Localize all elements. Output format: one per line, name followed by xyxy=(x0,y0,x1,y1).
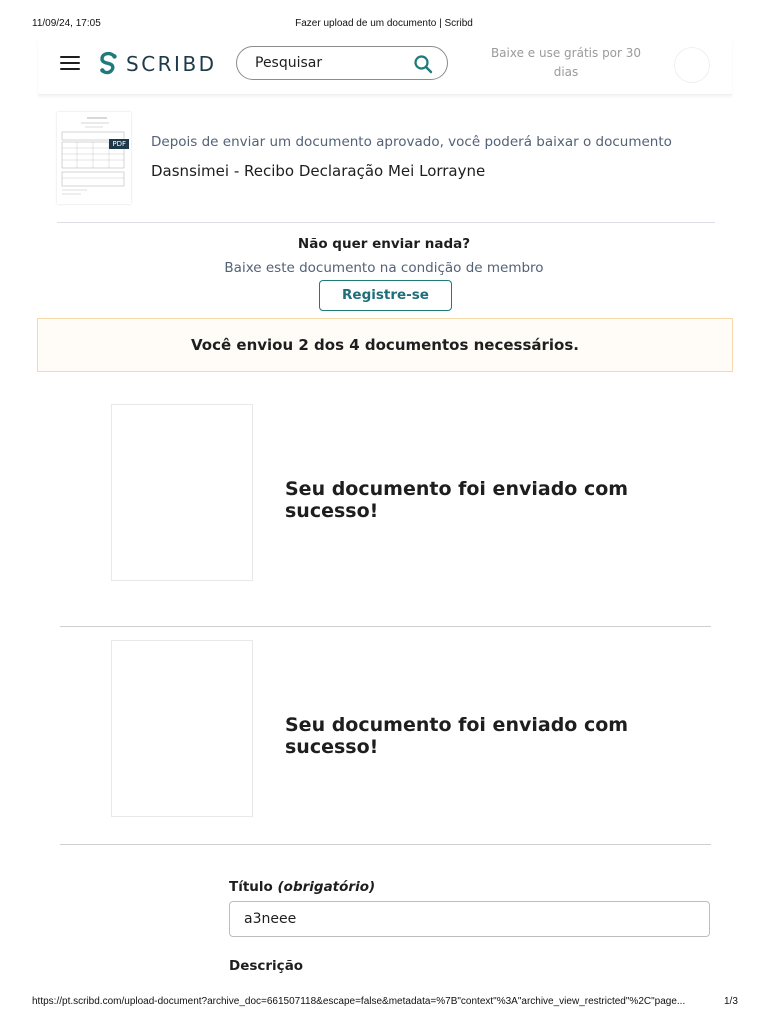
upload-progress-notice: Você enviou 2 dos 4 documentos necessários. xyxy=(37,318,733,372)
logo-text: SCRIBD xyxy=(126,52,217,76)
search-input[interactable] xyxy=(253,54,407,72)
member-download-subtitle: Baixe este documento na condição de membro xyxy=(224,260,544,276)
document-thumbnail xyxy=(57,112,131,204)
hamburger-menu-icon[interactable] xyxy=(60,56,80,72)
required-indicator: (obrigatório) xyxy=(277,879,376,895)
title-label-text: Título xyxy=(229,879,273,895)
uploaded-document-thumbnail xyxy=(111,404,253,581)
document-title: Dasnsimei - Recibo Declaração Mei Lorrayne xyxy=(151,162,486,180)
scribd-logo[interactable] xyxy=(98,50,217,78)
print-page-number: 1/3 xyxy=(724,996,738,1007)
uploaded-document-thumbnail xyxy=(111,640,253,817)
uploaded-document-item xyxy=(60,626,711,845)
print-datetime: 11/09/24, 17:05 xyxy=(32,18,101,29)
register-now-button[interactable]: Registre-se xyxy=(319,280,452,311)
title-input[interactable] xyxy=(229,901,710,937)
user-avatar[interactable] xyxy=(674,47,710,83)
scribd-logo-icon xyxy=(98,51,120,77)
upload-success-message: Seu documento foi enviado com sucesso! xyxy=(285,714,629,758)
uploaded-document-item xyxy=(60,390,711,627)
no-upload-question: Não quer enviar nada? xyxy=(297,236,471,252)
print-footer-url: https://pt.scribd.com/upload-document?archive_doc=661507118&escape=false&metadata=%7B"context"%3A"archive_view_restricted"%2C"page... xyxy=(32,996,686,1007)
free-trial-promo-link[interactable]: Baixe e use grátis por 30 dias xyxy=(490,46,642,79)
print-page-title: Fazer upload de um documento | Scribd xyxy=(295,18,473,29)
description-field-label: Descrição xyxy=(229,958,304,974)
upload-success-message: Seu documento foi enviado com sucesso! xyxy=(285,478,629,522)
download-hint: Depois de enviar um documento aprovado, você poderá baixar o documento xyxy=(151,134,672,150)
document-preview-image xyxy=(57,112,131,204)
title-field-label xyxy=(229,879,375,895)
search-icon[interactable] xyxy=(413,54,433,74)
pdf-badge: PDF xyxy=(109,139,129,149)
search-box[interactable] xyxy=(236,46,448,80)
document-info-row xyxy=(57,112,715,223)
top-navigation-bar xyxy=(38,38,732,95)
